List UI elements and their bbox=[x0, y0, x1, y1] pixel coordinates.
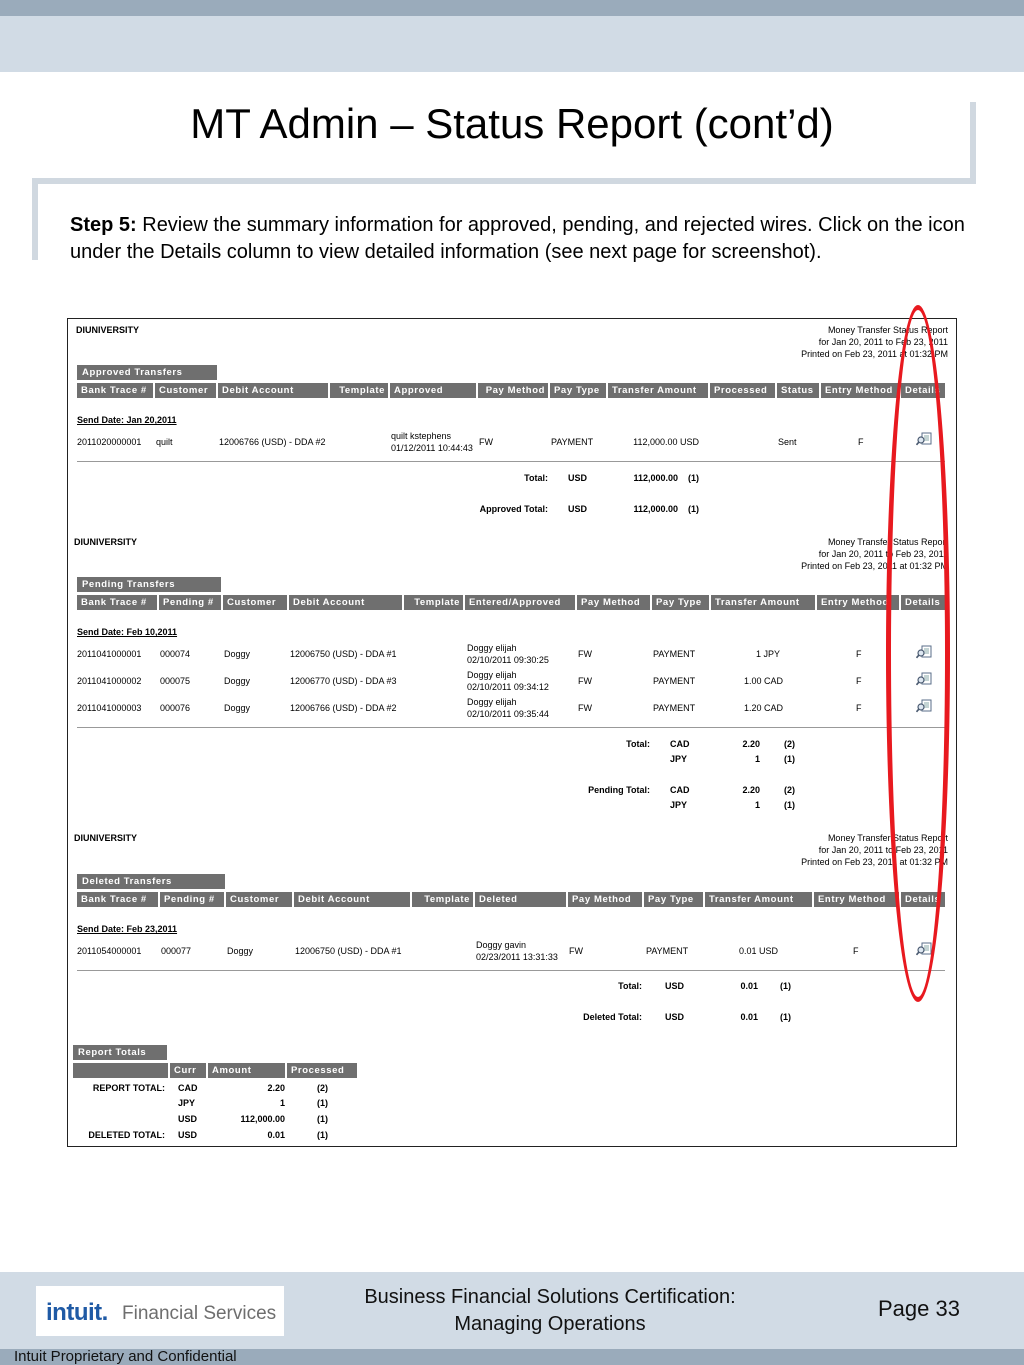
debit-account: 12006770 (USD) - DDA #3 bbox=[290, 676, 397, 686]
col-pending-number: Pending # bbox=[160, 892, 226, 907]
trace-number: 2011041000001 bbox=[77, 649, 142, 659]
report-date-range: for Jan 20, 2011 to Feb 23, 2011 bbox=[818, 549, 948, 559]
col-pending-number: Pending # bbox=[159, 595, 223, 610]
transfer-amount: 1 JPY bbox=[755, 649, 780, 659]
totals-amount: 112,000.00 bbox=[240, 1114, 285, 1124]
report-printed: Printed on Feb 23, 2011 at 01:32 PM bbox=[801, 561, 948, 571]
total-label: Total: bbox=[618, 981, 642, 991]
totals-currency: JPY bbox=[178, 1098, 196, 1108]
entry-method: F bbox=[856, 703, 862, 713]
total-amount: 0.01 bbox=[740, 981, 758, 991]
report-title: Money Transfer Status Report bbox=[827, 537, 948, 547]
approved-total-amount: 112,000.00 bbox=[633, 504, 678, 514]
approved-by: quilt kstephens bbox=[391, 431, 452, 441]
customer: Doggy bbox=[224, 703, 251, 713]
pay-type: PAYMENT bbox=[653, 649, 696, 659]
col-pay-type: Pay Type bbox=[652, 595, 711, 610]
col-entry-method: Entry Method bbox=[821, 383, 901, 398]
deleted-transfers-bar: Deleted Transfers bbox=[77, 874, 225, 889]
trace-number: 2011041000002 bbox=[77, 676, 142, 686]
col-curr: Curr bbox=[170, 1063, 208, 1078]
col-pay-method: Pay Method bbox=[568, 892, 644, 907]
total-label: Total: bbox=[524, 473, 548, 483]
debit-account: 12006766 (USD) - DDA #2 bbox=[290, 703, 397, 713]
entered-at: 02/10/2011 09:34:12 bbox=[467, 682, 549, 692]
org-name: DIUNIVERSITY bbox=[74, 537, 138, 547]
status-report-screenshot bbox=[67, 318, 957, 1147]
total-currency: USD bbox=[568, 473, 588, 483]
total-currency: CAD bbox=[670, 739, 690, 749]
entered-at: 02/10/2011 09:35:44 bbox=[467, 709, 549, 719]
col-details: Details bbox=[901, 595, 947, 610]
col-transfer-amount: Transfer Amount bbox=[711, 595, 817, 610]
title-frame-left bbox=[32, 178, 38, 260]
col-customer: Customer bbox=[155, 383, 218, 398]
col-bank-trace: Bank Trace # bbox=[77, 383, 155, 398]
report-total-label: REPORT TOTAL: bbox=[92, 1083, 165, 1093]
top-band bbox=[0, 0, 1024, 16]
total-count: (1) bbox=[688, 473, 699, 483]
report-date-range: for Jan 20, 2011 to Feb 23, 2011 bbox=[818, 845, 948, 855]
page-number: Page 33 bbox=[878, 1296, 960, 1321]
total-currency: JPY bbox=[670, 754, 688, 764]
totals-currency: USD bbox=[178, 1130, 198, 1140]
org-name: DIUNIVERSITY bbox=[76, 325, 140, 335]
total-currency: USD bbox=[665, 981, 685, 991]
deleted-total-label: Deleted Total: bbox=[583, 1012, 642, 1022]
col-customer: Customer bbox=[226, 892, 294, 907]
approved-total-count: (1) bbox=[688, 504, 699, 514]
logo-subtitle: Financial Services bbox=[122, 1303, 277, 1324]
entered-by: Doggy elijah bbox=[467, 670, 517, 680]
totals-currency: USD bbox=[178, 1114, 198, 1124]
totals-count: (2) bbox=[317, 1083, 328, 1093]
deleted-total-amount: 0.01 bbox=[740, 1012, 758, 1022]
report-title: Money Transfer Status Report bbox=[827, 325, 948, 335]
col-amount: Amount bbox=[208, 1063, 287, 1078]
col-processed: Processed bbox=[710, 383, 777, 398]
totals-count: (1) bbox=[317, 1114, 328, 1124]
trace-number: 2011041000003 bbox=[77, 703, 142, 713]
totals-amount: 0.01 bbox=[267, 1130, 285, 1140]
entry-method: F bbox=[853, 946, 859, 956]
org-name: DIUNIVERSITY bbox=[74, 833, 138, 843]
report-printed: Printed on Feb 23, 2011 at 01:32 PM bbox=[801, 349, 948, 359]
deleted-total-label: DELETED TOTAL: bbox=[88, 1130, 165, 1140]
col-transfer-amount: Transfer Amount bbox=[705, 892, 814, 907]
pay-method: FW bbox=[578, 676, 592, 686]
highlight-oval bbox=[886, 305, 950, 1002]
row-divider bbox=[77, 727, 945, 728]
col-pay-method: Pay Method bbox=[577, 595, 652, 610]
col-debit-account: Debit Account bbox=[218, 383, 330, 398]
col-details: Details bbox=[901, 892, 947, 907]
pay-method: FW bbox=[569, 946, 583, 956]
deleted-total-count: (1) bbox=[780, 1012, 791, 1022]
customer: Doggy bbox=[227, 946, 254, 956]
total-amount: 1 bbox=[754, 754, 760, 764]
deleted-at: 02/23/2011 13:31:33 bbox=[476, 952, 558, 962]
customer: Doggy bbox=[224, 649, 251, 659]
col-status: Status bbox=[777, 383, 821, 398]
approved-at: 01/12/2011 10:44:43 bbox=[391, 443, 473, 453]
totals-currency: CAD bbox=[178, 1083, 198, 1093]
totals-amount: 2.20 bbox=[267, 1083, 285, 1093]
totals-count: (1) bbox=[317, 1130, 328, 1140]
step-instructions bbox=[70, 212, 970, 266]
pay-method: FW bbox=[578, 649, 592, 659]
deleted-total-currency: USD bbox=[665, 1012, 685, 1022]
totals-amount: 1 bbox=[279, 1098, 285, 1108]
pending-number: 000076 bbox=[160, 703, 191, 713]
entry-method: F bbox=[858, 437, 864, 447]
pay-type: PAYMENT bbox=[653, 703, 696, 713]
pending-total-count: (1) bbox=[784, 800, 795, 810]
confidential-notice: Intuit Proprietary and Confidential bbox=[14, 1348, 237, 1365]
pending-number: 000077 bbox=[161, 946, 192, 956]
report-date-range: for Jan 20, 2011 to Feb 23, 2011 bbox=[818, 337, 948, 347]
pending-total-amount: 2.20 bbox=[742, 785, 760, 795]
col-debit-account: Debit Account bbox=[289, 595, 404, 610]
col-bank-trace: Bank Trace # bbox=[77, 595, 159, 610]
customer: Doggy bbox=[224, 676, 251, 686]
total-count: (1) bbox=[780, 981, 791, 991]
slide-title: MT Admin – Status Report (cont’d) bbox=[190, 100, 834, 147]
logo-wordmark: intuit. bbox=[46, 1299, 108, 1326]
pay-type: PAYMENT bbox=[653, 676, 696, 686]
col-deleted: Deleted bbox=[475, 892, 568, 907]
report-totals-bar: Report Totals bbox=[73, 1045, 167, 1060]
pay-method: FW bbox=[479, 437, 493, 447]
col-pay-type: Pay Type bbox=[644, 892, 705, 907]
approved-transfers-bar: Approved Transfers bbox=[77, 365, 217, 380]
entered-by: Doggy elijah bbox=[467, 643, 517, 653]
step-text: Review the summary information for approved, pending, and rejected wires. Click on the icon under the Details column to view detailed information (see next page for screenshot). bbox=[70, 214, 965, 263]
pending-transfers-bar: Pending Transfers bbox=[77, 577, 221, 592]
pay-method: FW bbox=[578, 703, 592, 713]
col-entry-method: Entry Method bbox=[817, 595, 901, 610]
step-label: Step 5: bbox=[70, 214, 137, 236]
footer-course-title bbox=[320, 1284, 780, 1338]
transfer-amount: 0.01 USD bbox=[738, 946, 778, 956]
title-frame bbox=[32, 178, 976, 184]
col-pay-type: Pay Type bbox=[550, 383, 608, 398]
transfer-amount: 112,000.00 USD bbox=[633, 437, 699, 447]
entry-method: F bbox=[856, 676, 862, 686]
trace-number: 2011020000001 bbox=[77, 437, 142, 447]
report-title: Money Transfer Status Report bbox=[827, 833, 948, 843]
col-bank-trace: Bank Trace # bbox=[77, 892, 160, 907]
entered-by: Doggy elijah bbox=[467, 697, 517, 707]
col-details: Details bbox=[901, 383, 947, 398]
pending-total-currency: JPY bbox=[670, 800, 688, 810]
pending-total-currency: CAD bbox=[670, 785, 690, 795]
total-count: (1) bbox=[784, 754, 795, 764]
col-template: Template bbox=[330, 383, 390, 398]
col-pay-method: Pay Method bbox=[478, 383, 550, 398]
deleted-by: Doggy gavin bbox=[476, 940, 527, 950]
col-processed: Processed bbox=[287, 1063, 359, 1078]
debit-account: 12006766 (USD) - DDA #2 bbox=[219, 437, 326, 447]
col-customer: Customer bbox=[223, 595, 289, 610]
col-entered-approved: Entered/Approved bbox=[465, 595, 577, 610]
col-label-blank bbox=[73, 1063, 170, 1078]
entered-at: 02/10/2011 09:30:25 bbox=[467, 655, 549, 665]
total-amount: 2.20 bbox=[742, 739, 760, 749]
total-count: (2) bbox=[784, 739, 795, 749]
row-divider bbox=[77, 461, 945, 462]
transfer-amount: 1.00 CAD bbox=[743, 676, 783, 686]
col-entry-method: Entry Method bbox=[814, 892, 901, 907]
approved-total-label: Approved Total: bbox=[479, 504, 548, 514]
send-date: Send Date: Jan 20,2011 bbox=[77, 415, 177, 425]
col-transfer-amount: Transfer Amount bbox=[608, 383, 710, 398]
debit-account: 12006750 (USD) - DDA #1 bbox=[290, 649, 397, 659]
pending-number: 000074 bbox=[160, 649, 191, 659]
top-band-light bbox=[0, 16, 1024, 72]
col-debit-account: Debit Account bbox=[294, 892, 412, 907]
pay-type: PAYMENT bbox=[646, 946, 689, 956]
pending-number: 000075 bbox=[160, 676, 191, 686]
send-date: Send Date: Feb 10,2011 bbox=[77, 627, 178, 637]
pending-total-label: Pending Total: bbox=[588, 785, 650, 795]
footer-line-1: Business Financial Solutions Certification: bbox=[364, 1286, 736, 1308]
footer-line-2: Managing Operations bbox=[454, 1313, 646, 1335]
total-amount: 112,000.00 bbox=[633, 473, 678, 483]
totals-count: (1) bbox=[317, 1098, 328, 1108]
entry-method: F bbox=[856, 649, 862, 659]
intuit-logo bbox=[36, 1286, 284, 1336]
col-template: Template bbox=[412, 892, 475, 907]
status-value: Sent bbox=[778, 437, 797, 447]
transfer-amount: 1.20 CAD bbox=[743, 703, 783, 713]
row-divider bbox=[77, 970, 945, 971]
total-label: Total: bbox=[626, 739, 650, 749]
pay-type: PAYMENT bbox=[551, 437, 594, 447]
trace-number: 2011054000001 bbox=[77, 946, 142, 956]
col-approved: Approved bbox=[390, 383, 478, 398]
col-template: Template bbox=[404, 595, 465, 610]
report-printed: Printed on Feb 23, 2011 at 01:32 PM bbox=[801, 857, 948, 867]
pending-total-amount: 1 bbox=[754, 800, 760, 810]
customer: quilt bbox=[156, 437, 173, 447]
approved-total-currency: USD bbox=[568, 504, 588, 514]
debit-account: 12006750 (USD) - DDA #1 bbox=[295, 946, 402, 956]
send-date: Send Date: Feb 23,2011 bbox=[77, 924, 178, 934]
pending-total-count: (2) bbox=[784, 785, 795, 795]
